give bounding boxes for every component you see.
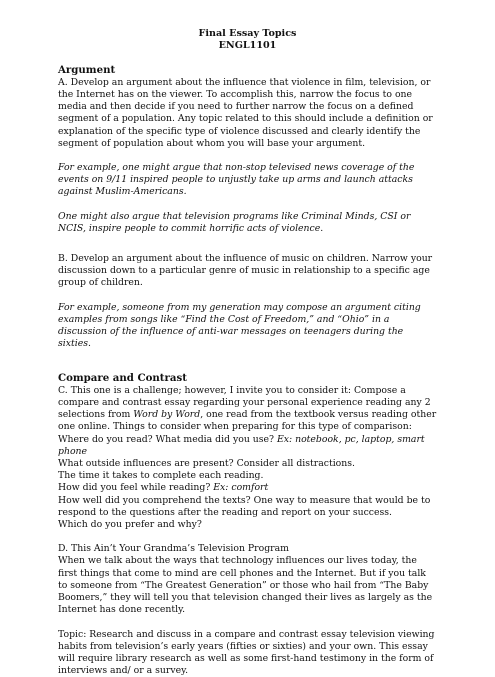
question-feeling-example: Ex: comfort bbox=[213, 482, 268, 493]
section-heading-argument: Argument bbox=[58, 64, 437, 77]
topic-d-title: D. This Ain’t Your Grandma’s Television Program bbox=[58, 543, 437, 555]
topic-d-assignment: Topic: Research and discuss in a compare and contrast essay television viewing habits from television’s early years (fifties or sixties) and your own. This essay will require library research as well as some first-hand testimony in the form of interviews and/ or a survey. bbox=[58, 629, 437, 677]
question-media-example: Ex: notebook, pc, laptop, smart phone bbox=[58, 434, 425, 457]
question-preference: Which do you prefer and why? bbox=[58, 519, 437, 531]
topic-d-paragraph: When we talk about the ways that technology influences our lives today, the first things that come to mind are cell phones and the Internet. But if you talk to someone from “The Greatest Generation” or those who hail from “The Baby Boomers,” they will tell you that television changed their lives as largely as the Internet has done recently. bbox=[58, 555, 437, 616]
question-feeling bbox=[58, 482, 437, 494]
question-feeling-text: How did you feel while reading? bbox=[58, 482, 213, 493]
question-media-text: Where do you read? What media did you use? bbox=[58, 434, 277, 445]
question-time: The time it takes to complete each reading. bbox=[58, 470, 437, 482]
topic-a-example-1: For example, one might argue that non-stop televised news coverage of the events on 9/11 inspired people to unjustly take up arms and launch attacks against Muslim-Americans. bbox=[58, 162, 437, 199]
document-title: Final Essay Topics bbox=[58, 28, 437, 40]
question-influences: What outside influences are present? Consider all distractions. bbox=[58, 458, 437, 470]
topic-b-example: For example, someone from my generation may compose an argument citing examples from songs like “Find the Cost of Freedom,” and “Ohio” in a discussion of the influence of anti-war messages on teenagers during the sixties. bbox=[58, 302, 437, 351]
book-title: Word by Word bbox=[133, 409, 200, 420]
course-code: ENGL1101 bbox=[58, 40, 437, 52]
question-media bbox=[58, 434, 437, 458]
topic-c-text-after: , one read from the textbook versus reading other one online. Things to consider when preparing for this type of comparison: bbox=[58, 409, 436, 432]
topic-b-paragraph: B. Develop an argument about the influence of music on children. Narrow your discussion down to a particular genre of music in relationship to a specific age group of children. bbox=[58, 253, 437, 290]
topic-c-text-before: C. This one is a challenge; however, I invite you to consider it: Compose a compare and contrast essay regarding your personal experience reading any 2 selections from bbox=[58, 385, 431, 420]
topic-a-example-2: One might also argue that television programs like Criminal Minds, CSI or NCIS, inspire people to commit horrific acts of violence. bbox=[58, 211, 437, 235]
topic-a-paragraph: A. Develop an argument about the influence that violence in film, television, or the Internet has on the viewer. To accomplish this, narrow the focus to one media and then decide if you need to further narrow the focus on a defined segment of a population. Any topic related to this should include a definition or explanation of the specific type of violence discussed and clearly identify the segment of population about whom you will base your argument. bbox=[58, 77, 437, 150]
topic-c-paragraph bbox=[58, 385, 437, 434]
section-heading-compare: Compare and Contrast bbox=[58, 372, 437, 385]
question-comprehension: How well did you comprehend the texts? One way to measure that would be to respond to the questions after the reading and report on your success. bbox=[58, 495, 437, 519]
